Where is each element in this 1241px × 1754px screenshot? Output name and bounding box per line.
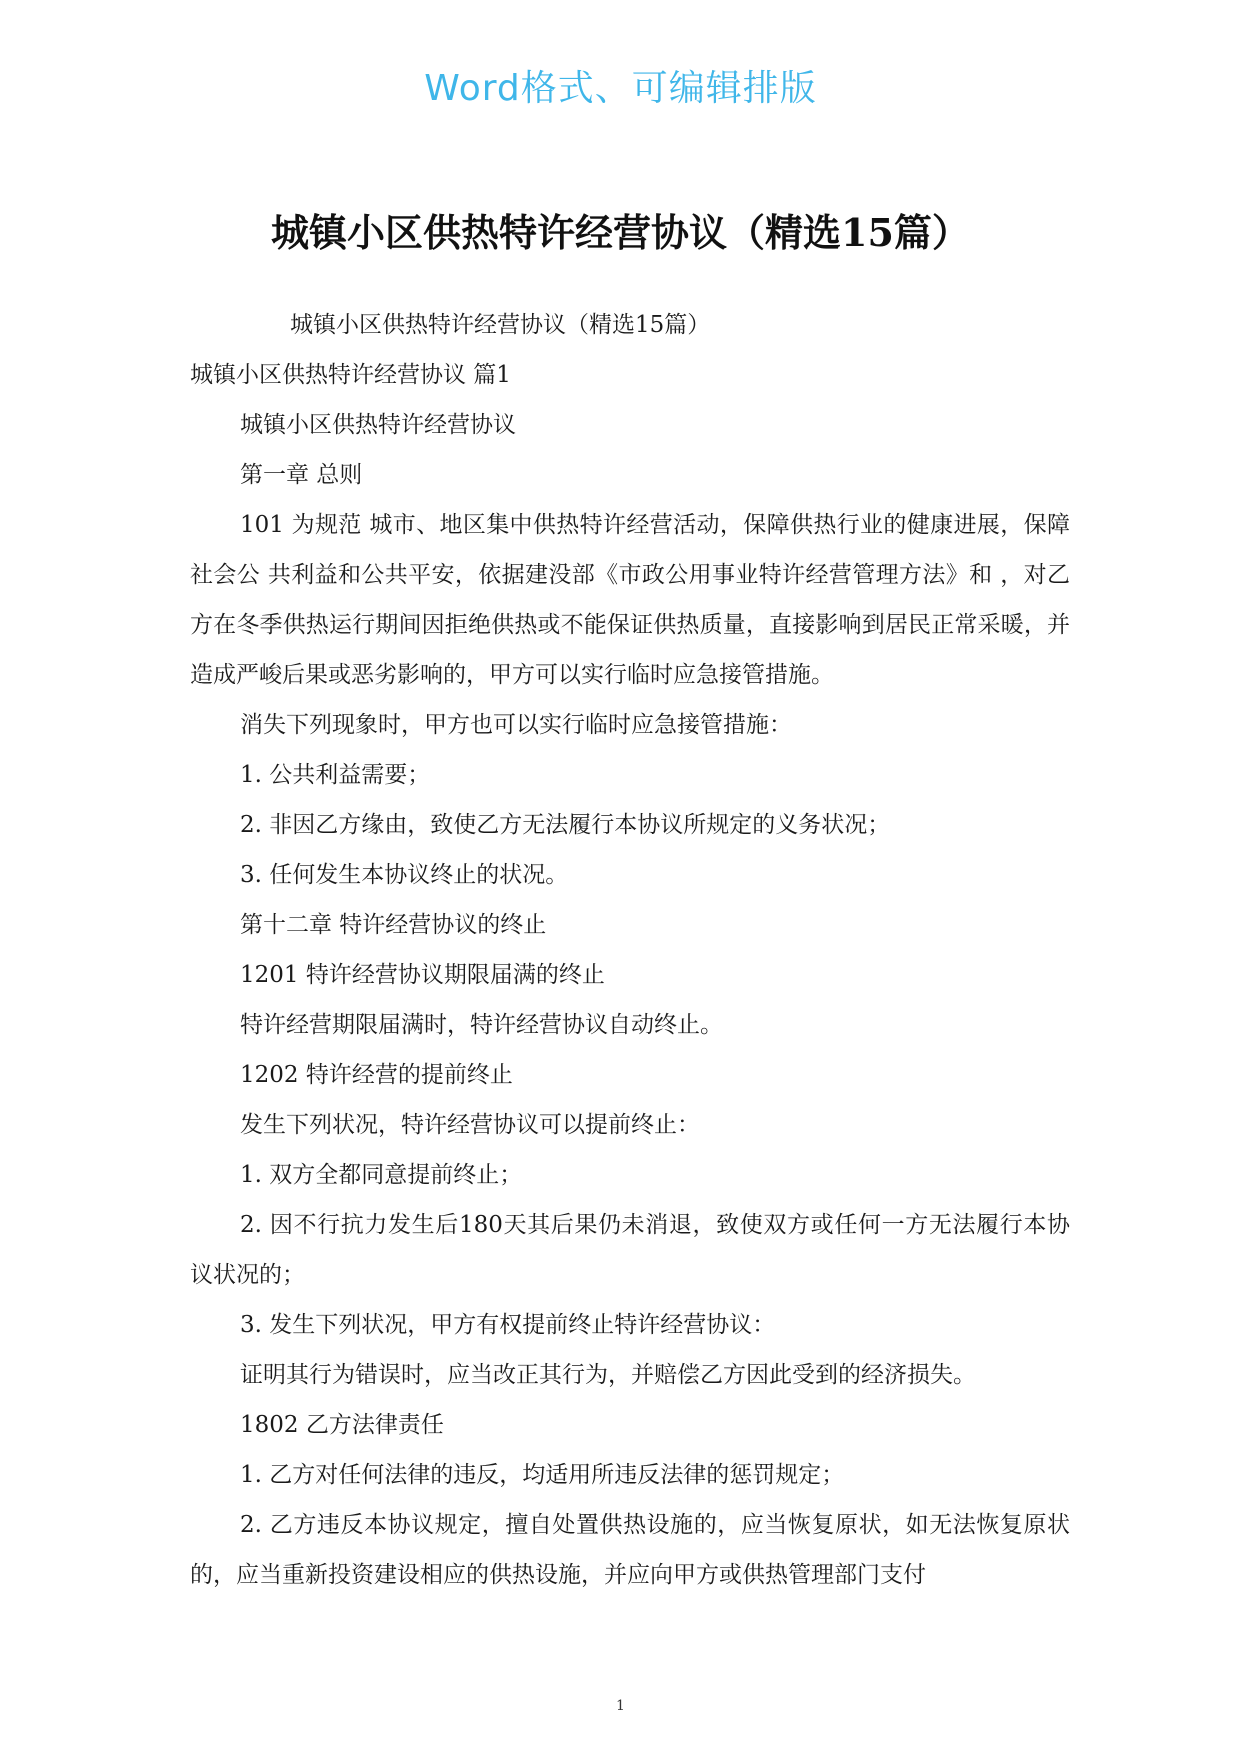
list-item: 1. 双方全都同意提前终止； [240, 1162, 523, 1188]
document-title: 城镇小区供热特许经营协议（精选15篇） [271, 210, 970, 255]
chapter-heading: 第一章 总则 [240, 462, 363, 488]
paragraph: 证明其行为错误时，应当改正其行为，并赔偿乙方因此受到的经济损失。 [240, 1362, 976, 1388]
paragraph: 城镇小区供热特许经营协议（精选15篇） [290, 312, 711, 338]
list-item: 1. 乙方对任何法律的违反，均适用所违反法律的惩罚规定； [240, 1462, 845, 1488]
list-item: 2. 非因乙方缘由，致使乙方无法履行本协议所规定的义务状况； [240, 812, 891, 838]
format-banner: Word格式、可编辑排版 [424, 68, 817, 109]
list-item: 3. 任何发生本协议终止的状况。 [240, 862, 569, 888]
page-number: 1 [616, 1698, 625, 1714]
paragraph: 消失下列现象时，甲方也可以实行临时应急接管措施： [240, 712, 792, 738]
section-heading: 1202 特许经营的提前终止 [240, 1062, 513, 1088]
paragraph: 城镇小区供热特许经营协议 篇1 [190, 362, 511, 388]
paragraph: 特许经营期限届满时，特许经营协议自动终止。 [240, 1012, 723, 1038]
list-item: 3. 发生下列状况，甲方有权提前终止特许经营协议： [240, 1312, 776, 1338]
section-heading: 1201 特许经营协议期限届满的终止 [240, 962, 605, 988]
section-heading: 1802 乙方法律责任 [240, 1412, 444, 1438]
chapter-heading: 第十二章 特许经营协议的终止 [240, 912, 547, 938]
list-item: 1. 公共利益需要； [240, 762, 431, 788]
document-body [190, 300, 1070, 1600]
list-item: 2. 乙方违反本协议规定，擅自处置供热设施的，应当恢复原状，如无法恢复原状的，应当重新投资建设相应的供热设施，并应向甲方或供热管理部门支付 [190, 1512, 1070, 1588]
list-item: 2. 因不行抗力发生后180天其后果仍未消退，致使双方或任何一方无法履行本协议状况的； [190, 1212, 1070, 1288]
paragraph: 发生下列状况，特许经营协议可以提前终止： [240, 1112, 700, 1138]
paragraph: 城镇小区供热特许经营协议 [240, 412, 516, 438]
paragraph: 101 为规范 城市、地区集中供热特许经营活动，保障供热行业的健康进展，保障社会公 共利益和公共平安，依据建没部《市政公用事业特许经营管理方法》和 ，对乙方在冬季供热运行期间因拒绝供热或不能保证供热质量，直接影响到居民正常采暖，并造成严峻后果或恶劣影响的，甲方可以实行临时应急接管措施。 [190, 512, 1070, 688]
